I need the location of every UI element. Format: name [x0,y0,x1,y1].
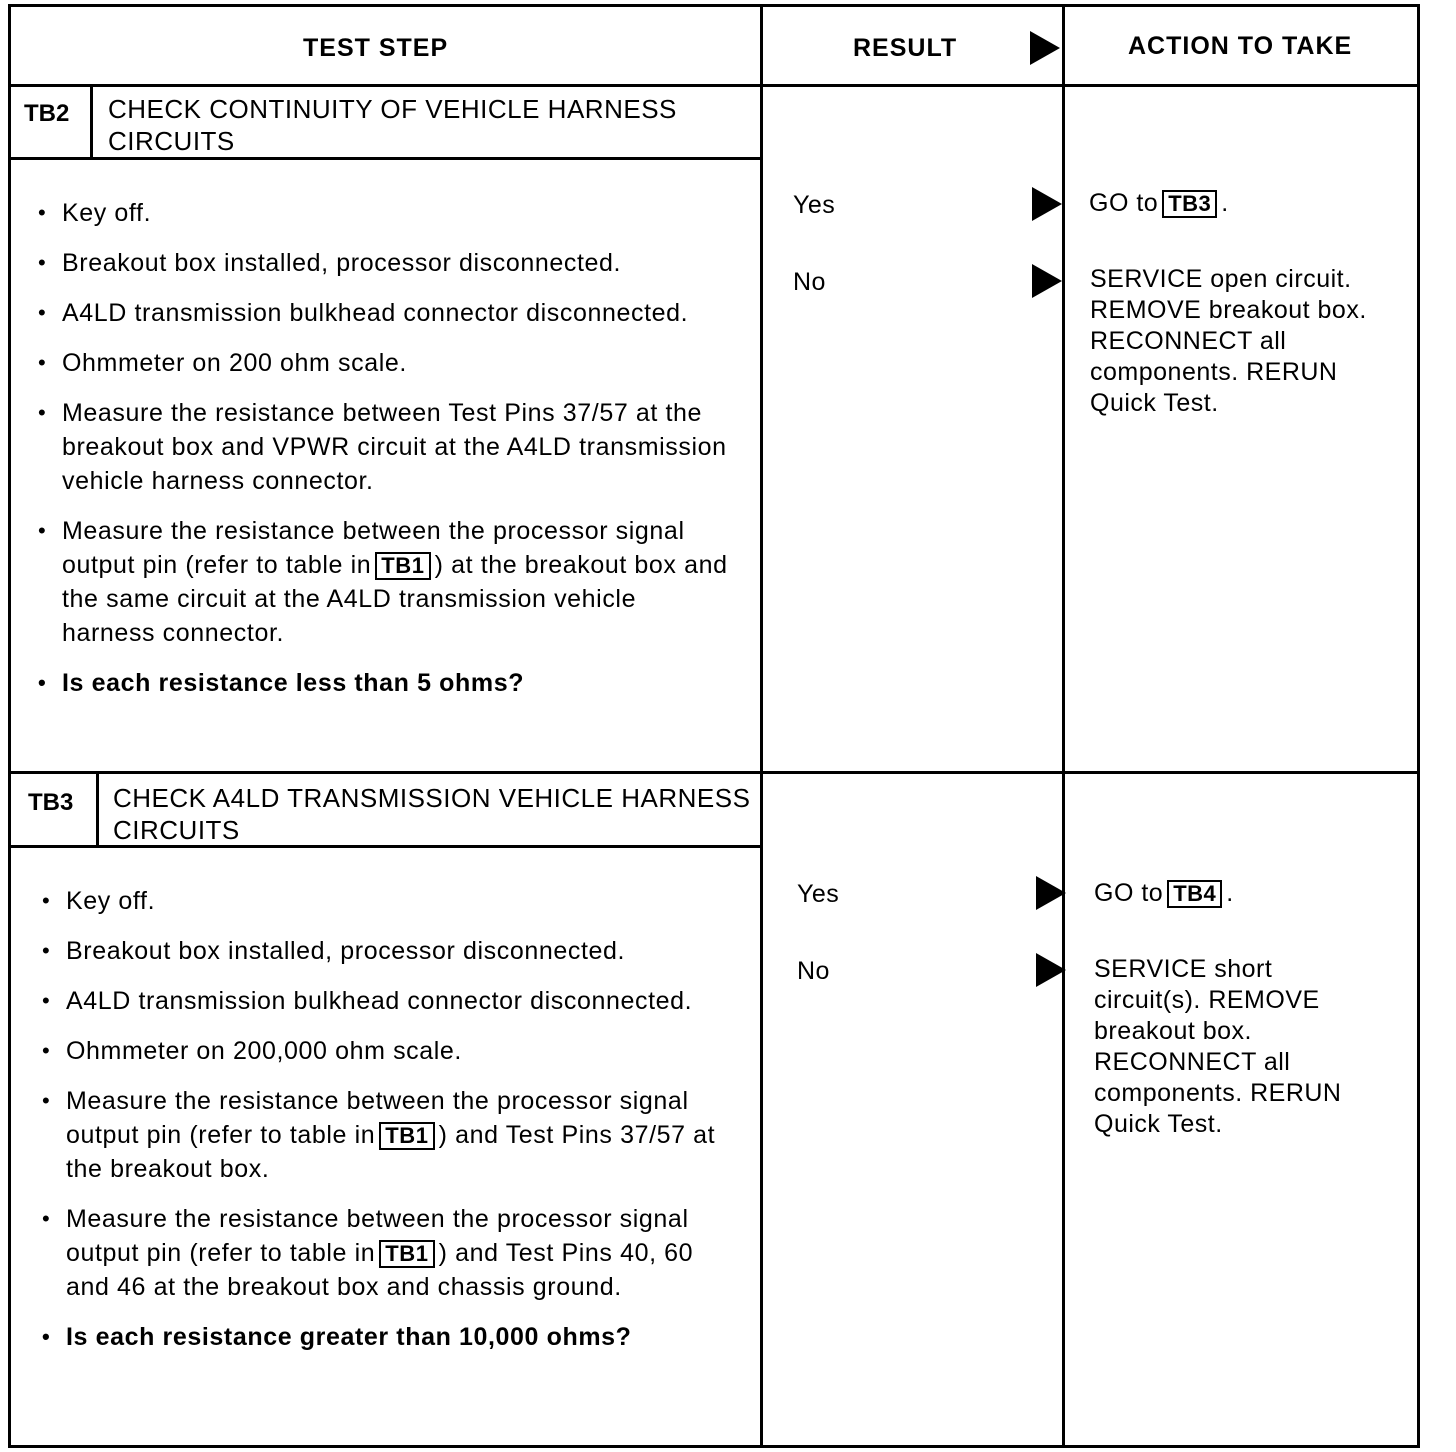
list-item: • Measure the resistance between Test Pins 37/57 at the breakout box and VPWR circuit at the A4LD transmission vehicle harness connector. [32,396,732,498]
table-border-left [8,4,11,1448]
test-procedure-table [8,4,1420,1448]
tb2-bullet-list [32,196,732,716]
step-title-tb3: CHECK A4LD TRANSMISSION VEHICLE HARNESS CIRCUITS [113,783,751,845]
tb3-id-divider [96,771,99,847]
tb2-action-yes: GO to TB3 . [1089,189,1229,217]
table-border-top [8,4,1420,7]
tb3-result-no: No [797,957,830,985]
tb2-id-divider [90,84,93,159]
table-border-bottom [8,1445,1420,1448]
tb2-result-no: No [793,268,826,296]
list-item: • A4LD transmission bulkhead connector disconnected. [36,984,742,1018]
header-divider [8,84,1420,87]
list-item: • Measure the resistance between the processor signal output pin (refer to table in TB1 ) at the breakout box and the same circuit at the A4LD transmission vehicle harness connector. [32,514,732,650]
header-result: RESULT [853,34,958,62]
tb2-action-no: SERVICE open circuit. REMOVE breakout box. RECONNECT all components. RERUN Quick Test. [1090,265,1367,417]
step-reference-tb4[interactable]: TB4 [1167,880,1222,908]
list-item: • Ohmmeter on 200 ohm scale. [32,346,732,380]
tb3-bullet-list [36,884,742,1370]
list-item-question: • Is each resistance less than 5 ohms? [32,666,732,700]
list-item: • A4LD transmission bulkhead connector disconnected. [32,296,732,330]
table-border-right [1417,4,1420,1448]
tb2-result-yes: Yes [793,191,836,219]
column-divider-action [1062,4,1065,1448]
step-reference-tb1[interactable]: TB1 [379,1240,434,1268]
list-item: • Measure the resistance between the processor signal output pin (refer to table in TB1 ) and Test Pins 37/57 at the breakout box. [36,1084,742,1186]
tb3-yes-arrow-icon [1036,876,1066,910]
list-item-question: • Is each resistance greater than 10,000 ohms? [36,1320,742,1354]
list-item: • Key off. [32,196,732,230]
step-title-tb2: CHECK CONTINUITY OF VEHICLE HARNESS CIRCUITS [108,94,677,156]
tb3-no-arrow-icon [1036,953,1066,987]
tb3-action-yes: GO to TB4 . [1094,879,1234,907]
column-divider-result [760,4,763,1448]
tb2-no-arrow-icon [1032,264,1062,298]
list-item: • Ohmmeter on 200,000 ohm scale. [36,1034,742,1068]
list-item: • Breakout box installed, processor disconnected. [36,934,742,968]
header-test-step: TEST STEP [303,34,449,62]
step-divider [8,771,1420,774]
step-reference-tb3[interactable]: TB3 [1162,190,1217,218]
header-arrow-icon [1030,31,1060,65]
tb3-action-no: SERVICE short circuit(s). REMOVE breakout box. RECONNECT all components. RERUN Quick Test. [1094,955,1342,1138]
tb2-yes-arrow-icon [1032,187,1062,221]
step-id-tb3: TB3 [28,789,74,816]
list-item: • Measure the resistance between the processor signal output pin (refer to table in TB1 ) and Test Pins 40, 60 and 46 at the breakout box and chassis ground. [36,1202,742,1304]
tb3-result-yes: Yes [797,880,840,908]
list-item: • Breakout box installed, processor disconnected. [32,246,732,280]
step-reference-tb1[interactable]: TB1 [375,552,430,580]
step-id-tb2: TB2 [24,100,70,127]
list-item: • Key off. [36,884,742,918]
tb2-title-underline [8,157,763,160]
step-reference-tb1[interactable]: TB1 [379,1122,434,1150]
header-action: ACTION TO TAKE [1128,32,1353,60]
